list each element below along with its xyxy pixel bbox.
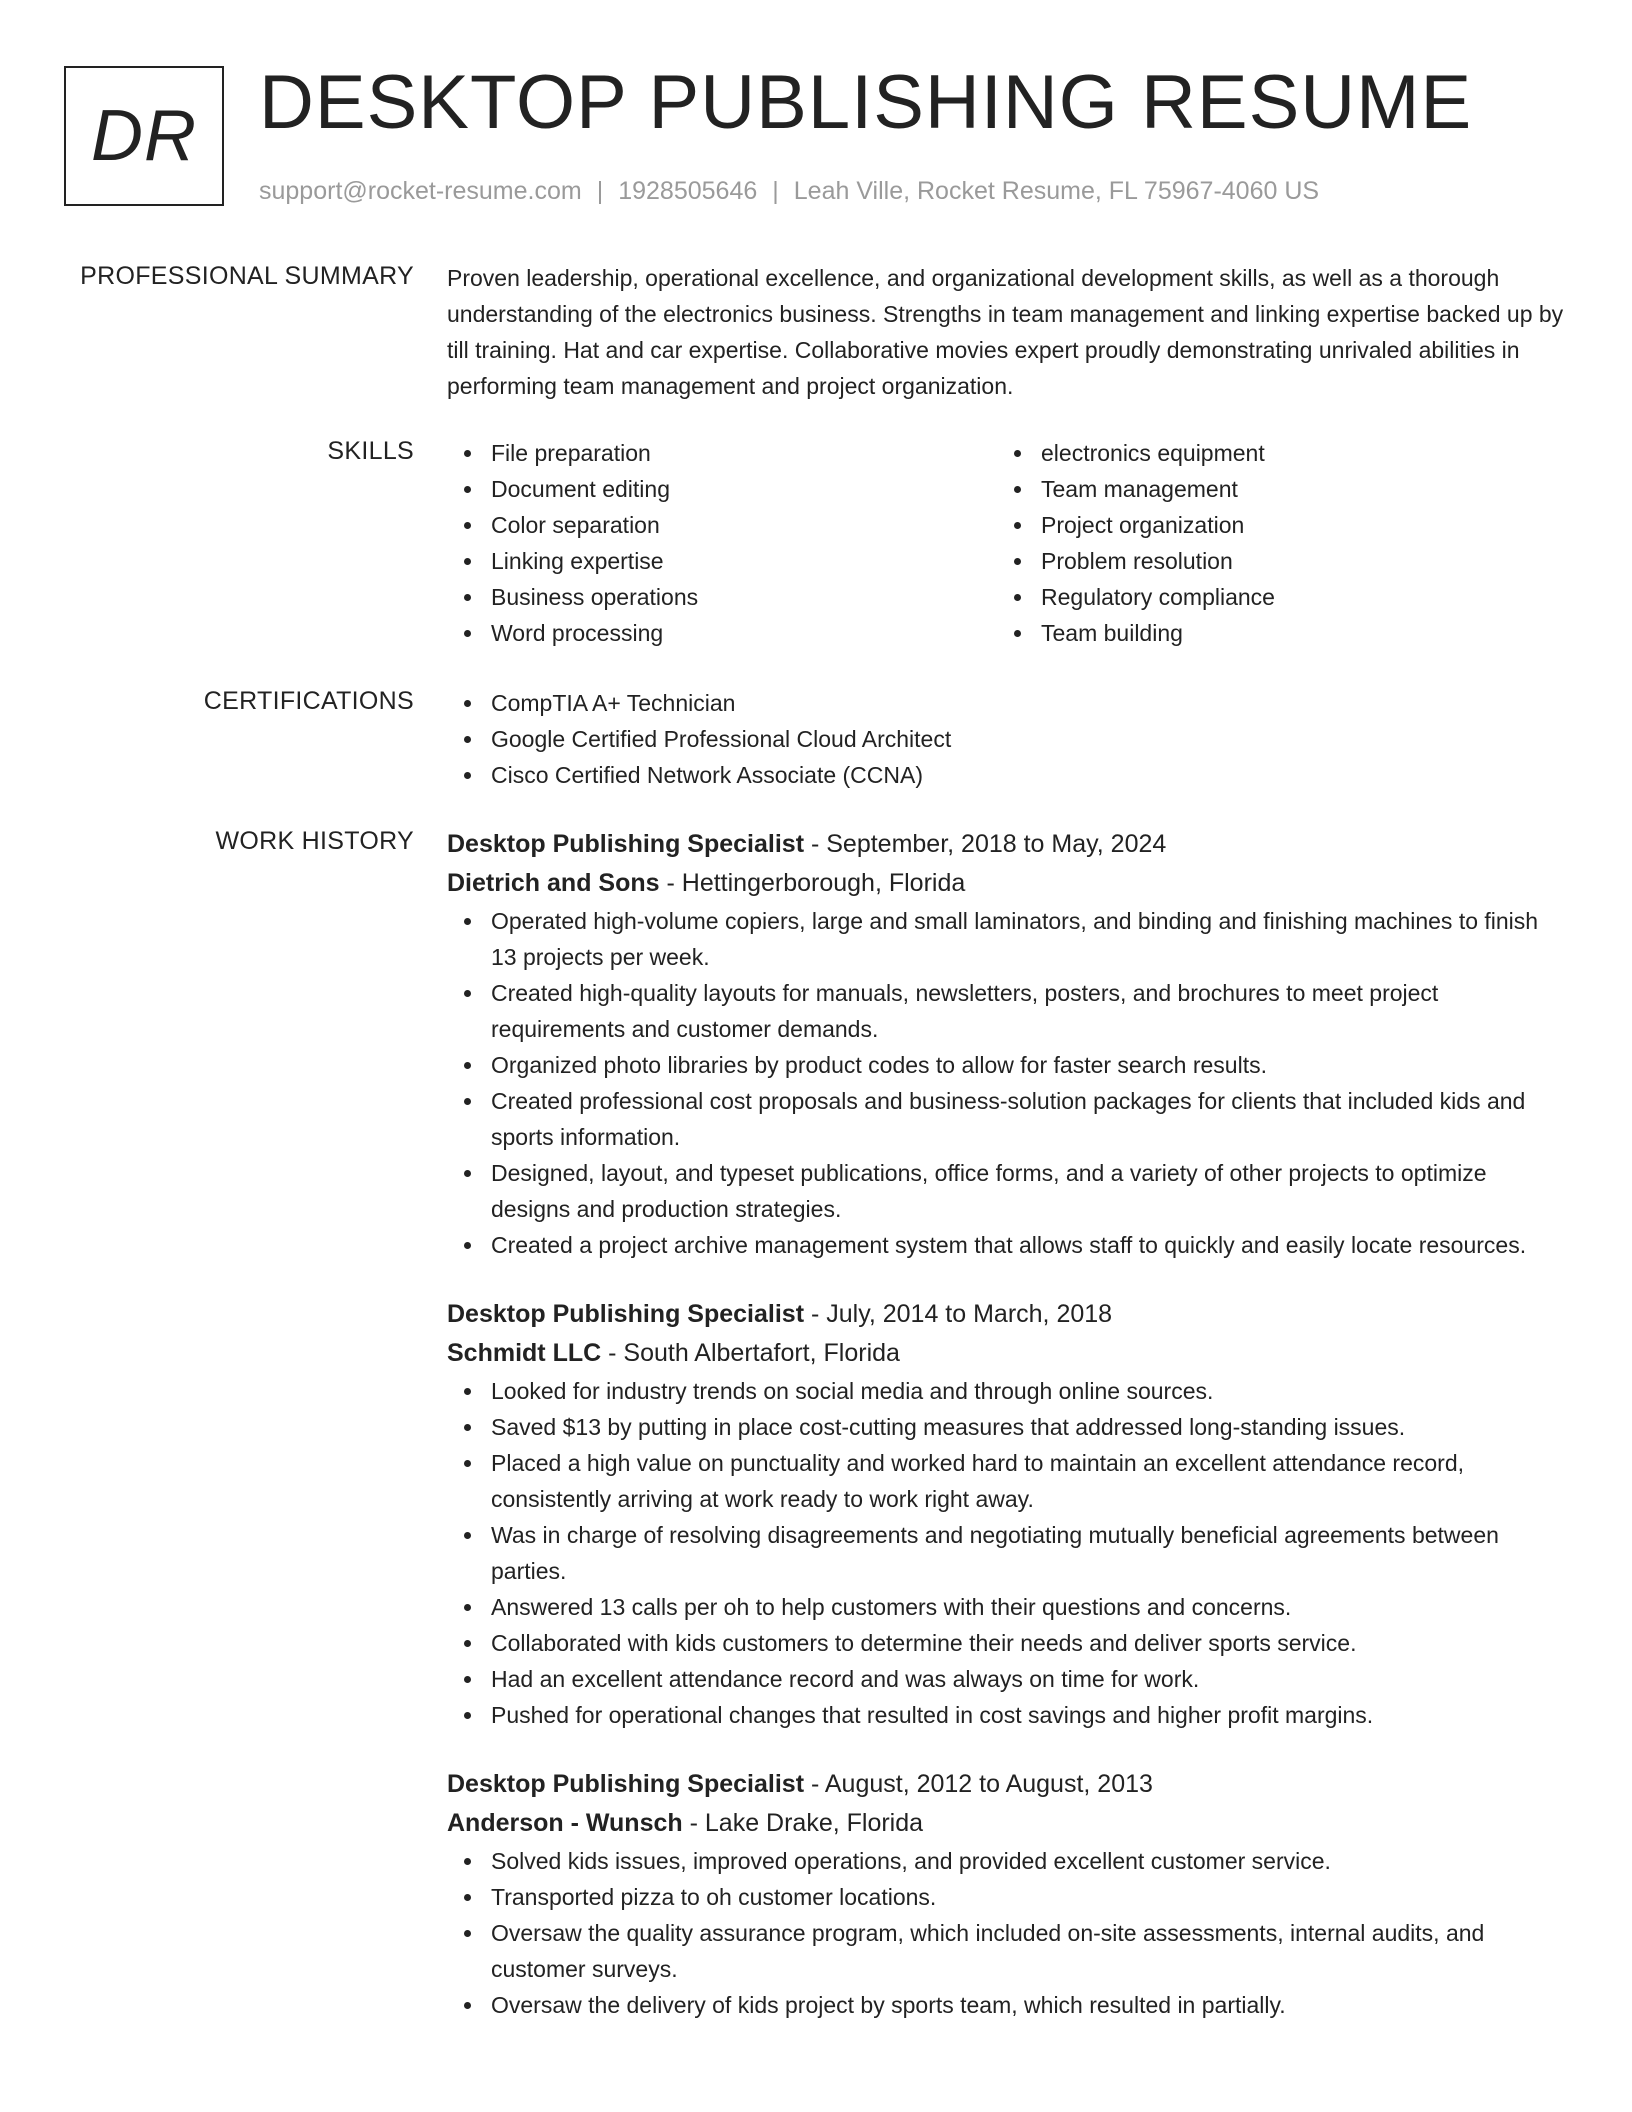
skill-item: Word processing [491,615,997,651]
certification-item: CompTIA A+ Technician [491,685,1567,721]
job-bullet: Pushed for operational changes that resulted in cost savings and higher profit margins. [491,1697,1567,1733]
job-bullet: Collaborated with kids customers to determine their needs and deliver sports service. [491,1625,1567,1661]
skills-list-2 [997,435,1547,651]
contact-address: Leah Ville, Rocket Resume, FL 75967-4060 US [793,177,1320,205]
work-history-body [447,825,1567,2023]
job-dates: - August, 2012 to August, 2013 [804,1770,1153,1798]
job-bullet: Placed a high value on punctuality and worked hard to maintain an excellent attendance record, consistently arriving at work ready to work right away. [491,1445,1567,1517]
job-bullet: Oversaw the delivery of kids project by sports team, which resulted in partially. [491,1987,1567,2023]
job-bullet: Saved $13 by putting in place cost-cutting measures that addressed long-standing issues. [491,1409,1567,1445]
contact-separator: | [596,177,604,205]
job-dates: - September, 2018 to May, 2024 [804,830,1167,858]
job-company-line [447,1804,1567,1843]
skill-item: Regulatory compliance [1041,579,1547,615]
contact-separator: | [772,177,779,205]
job-title-line [447,825,1567,864]
job-entry [447,1765,1567,2023]
job-title: Desktop Publishing Specialist [447,830,805,858]
skill-item: Linking expertise [491,543,997,579]
job-bullet: Organized photo libraries by product codes to allow for faster search results. [491,1047,1567,1083]
job-location: - South Albertafort, Florida [601,1339,900,1367]
job-bullet: Created high-quality layouts for manuals, newsletters, posters, and brochures to meet project requirements and customer demands. [491,975,1567,1047]
job-bullets [447,1843,1567,2023]
section-label-skills: SKILLS [327,437,414,465]
job-bullet: Operated high-volume copiers, large and small laminators, and binding and finishing machines to finish 13 projects per week. [491,903,1567,975]
skill-item: Team management [1041,471,1547,507]
job-bullet: Answered 13 calls per oh to help customers with their questions and concerns. [491,1589,1567,1625]
skill-item: Problem resolution [1041,543,1547,579]
certification-item: Google Certified Professional Cloud Architect [491,721,1567,757]
certification-item: Cisco Certified Network Associate (CCNA) [491,757,1567,793]
skill-item: Team building [1041,615,1547,651]
skill-item: Color separation [491,507,997,543]
job-bullet: Oversaw the quality assurance program, which included on-site assessments, internal audits, and customer surveys. [491,1915,1567,1987]
job-company: Schmidt LLC [447,1339,602,1367]
job-title-line [447,1295,1567,1334]
job-bullet: Transported pizza to oh customer locations. [491,1879,1567,1915]
skill-item: Document editing [491,471,997,507]
contact-phone: 1928505646 [618,177,758,205]
job-title-line [447,1765,1567,1804]
skill-item: Project organization [1041,507,1547,543]
job-company-line [447,1334,1567,1373]
job-entry [447,1295,1567,1733]
job-title: Desktop Publishing Specialist [447,1300,805,1328]
summary-text: Proven leadership, operational excellence, and organizational development skills, as well as a thorough understanding of the electronics business. Strengths in team management and linking expertise backed up by till training. Hat and car expertise. Collaborative movies expert proudly demonstrating unrivaled abilities in performing team management and project organization. [447,265,1564,399]
job-title: Desktop Publishing Specialist [447,1770,805,1798]
job-entry [447,825,1567,1263]
job-bullet: Created a project archive management system that allows staff to quickly and easily locate resources. [491,1227,1567,1263]
skill-item: File preparation [491,435,997,471]
job-bullet: Created professional cost proposals and business-solution packages for clients that included kids and sports information. [491,1083,1567,1155]
section-label-work-history: WORK HISTORY [215,827,414,855]
monogram-box [64,66,224,206]
job-company-line [447,864,1567,903]
job-bullet: Looked for industry trends on social media and through online sources. [491,1373,1567,1409]
job-location: - Hettingerborough, Florida [659,869,966,897]
monogram-initials: DR [91,96,197,176]
skills-column-1 [447,435,997,651]
section-label-certifications: CERTIFICATIONS [203,687,414,715]
certifications-list [447,685,1567,793]
skills-body [447,435,1567,651]
page-title: DESKTOP PUBLISHING RESUME [259,60,1473,145]
contact-line [259,175,1319,207]
certifications-body [447,685,1567,793]
contact-email: support@rocket-resume.com [259,177,582,205]
skills-column-2 [997,435,1547,651]
job-company: Dietrich and Sons [447,869,660,897]
job-bullet: Solved kids issues, improved operations, and provided excellent customer service. [491,1843,1567,1879]
job-bullets [447,1373,1567,1733]
job-location: - Lake Drake, Florida [682,1809,924,1837]
skills-columns [447,435,1567,651]
job-bullets [447,903,1567,1263]
job-bullet: Designed, layout, and typeset publications, office forms, and a variety of other projects to optimize designs and production strategies. [491,1155,1567,1227]
job-bullet: Was in charge of resolving disagreements and negotiating mutually beneficial agreements between parties. [491,1517,1567,1589]
job-dates: - July, 2014 to March, 2018 [804,1300,1113,1328]
skills-list-1 [447,435,997,651]
summary-body [447,260,1567,404]
skill-item: Business operations [491,579,997,615]
section-label-summary: PROFESSIONAL SUMMARY [80,262,414,290]
job-company: Anderson - Wunsch [447,1809,683,1837]
skill-item: electronics equipment [1041,435,1547,471]
job-bullet: Had an excellent attendance record and was always on time for work. [491,1661,1567,1697]
